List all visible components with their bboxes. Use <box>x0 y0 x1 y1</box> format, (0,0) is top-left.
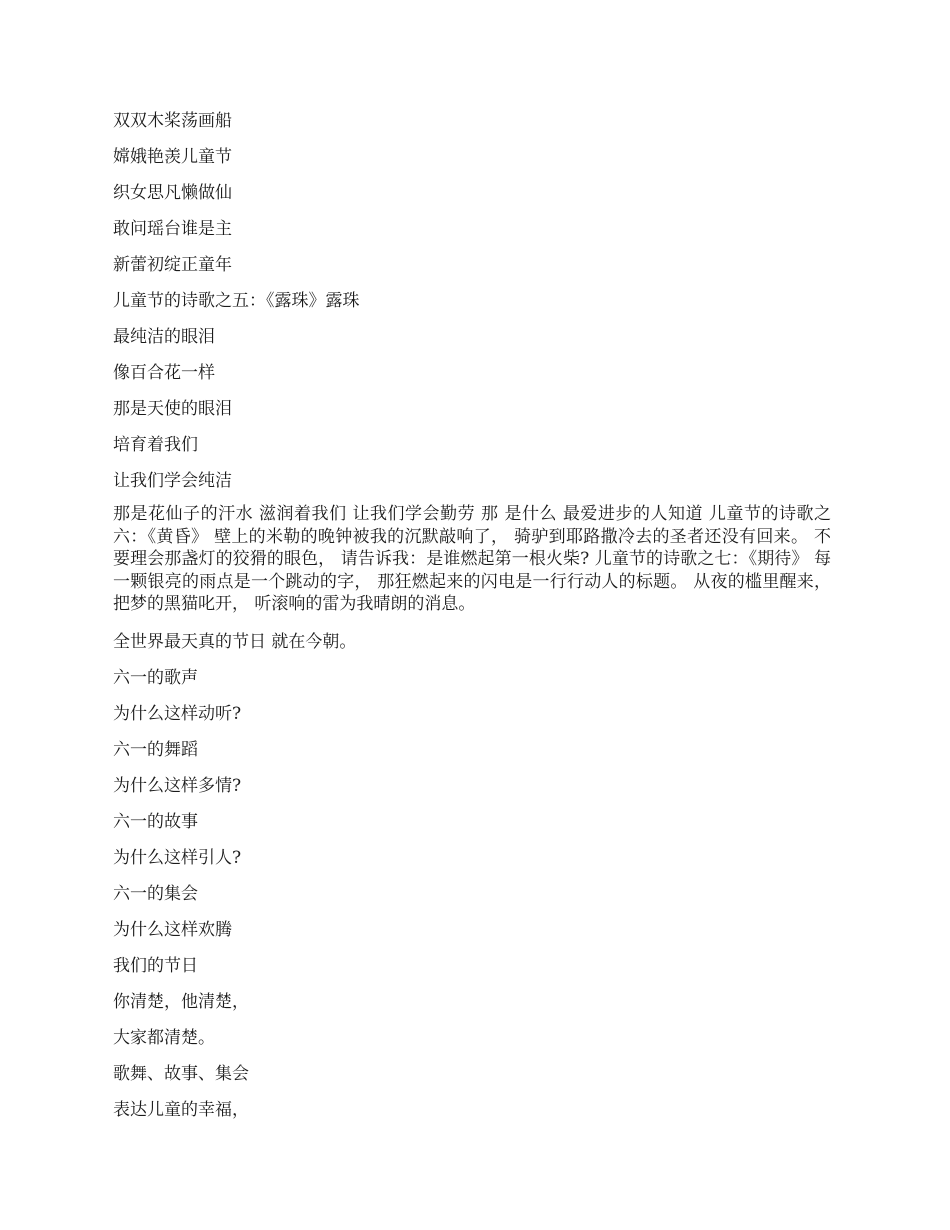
text-line: 六一的集会 <box>113 883 198 904</box>
text-line: 敢问瑶台谁是主 <box>113 219 232 239</box>
document-body <box>113 111 831 1136</box>
text-line: 让我们学会纯洁 <box>113 471 232 491</box>
text-line: 大家都清楚。 <box>113 1027 215 1048</box>
text-line: 织女思凡懒做仙 <box>113 183 232 203</box>
text-line: 为什么这样动听? <box>113 703 242 724</box>
text-line: 歌舞、故事、集会 <box>113 1063 249 1084</box>
text-line: 为什么这样引人? <box>113 847 242 868</box>
text-line: 最纯洁的眼泪 <box>113 327 215 347</box>
text-line: 我们的节日 <box>113 955 198 976</box>
text-line: 培育着我们 <box>113 435 198 455</box>
text-line: 双双木桨荡画船 <box>113 111 232 131</box>
text-line: 六一的歌声 <box>113 667 198 688</box>
text-line: 像百合花一样 <box>113 363 215 383</box>
text-line: 表达儿童的幸福， <box>113 1099 249 1120</box>
body-paragraph: 那是花仙子的汗水 滋润着我们 让我们学会勤劳 那 是什么 最爱进步的人知道 儿童节的诗歌之六：《黄昏》 壁上的米勒的晚钟被我的沉默敲响了， 骑驴到耶路撒冷去的圣者还没有回来。 不要理会那盏灯的狡猾的眼色， 请告诉我：是谁燃起第一根火柴? 儿童节的诗歌之七：《期待》 每一颗银亮的雨点是一个跳动的字， 那狂燃起来的闪电是一行行动人的标题。 从夜的槛里醒来，把梦的黑猫叱开， 听滚响的雷为我晴朗的消息。 <box>113 504 831 614</box>
text-line: 那是天使的眼泪 <box>113 399 232 419</box>
poem-heading-line: 儿童节的诗歌之五：《露珠》露珠 <box>113 291 360 311</box>
text-line: 全世界最天真的节日 就在今朝。 <box>113 631 357 652</box>
text-line: 新蕾初绽正童年 <box>113 255 232 275</box>
text-line: 你清楚，他清楚， <box>113 991 249 1012</box>
text-line: 为什么这样欢腾 <box>113 919 232 940</box>
text-line: 为什么这样多情? <box>113 775 242 796</box>
text-line: 六一的舞蹈 <box>113 739 198 760</box>
text-line: 六一的故事 <box>113 811 198 832</box>
text-line: 嫦娥艳羡儿童节 <box>113 147 232 167</box>
